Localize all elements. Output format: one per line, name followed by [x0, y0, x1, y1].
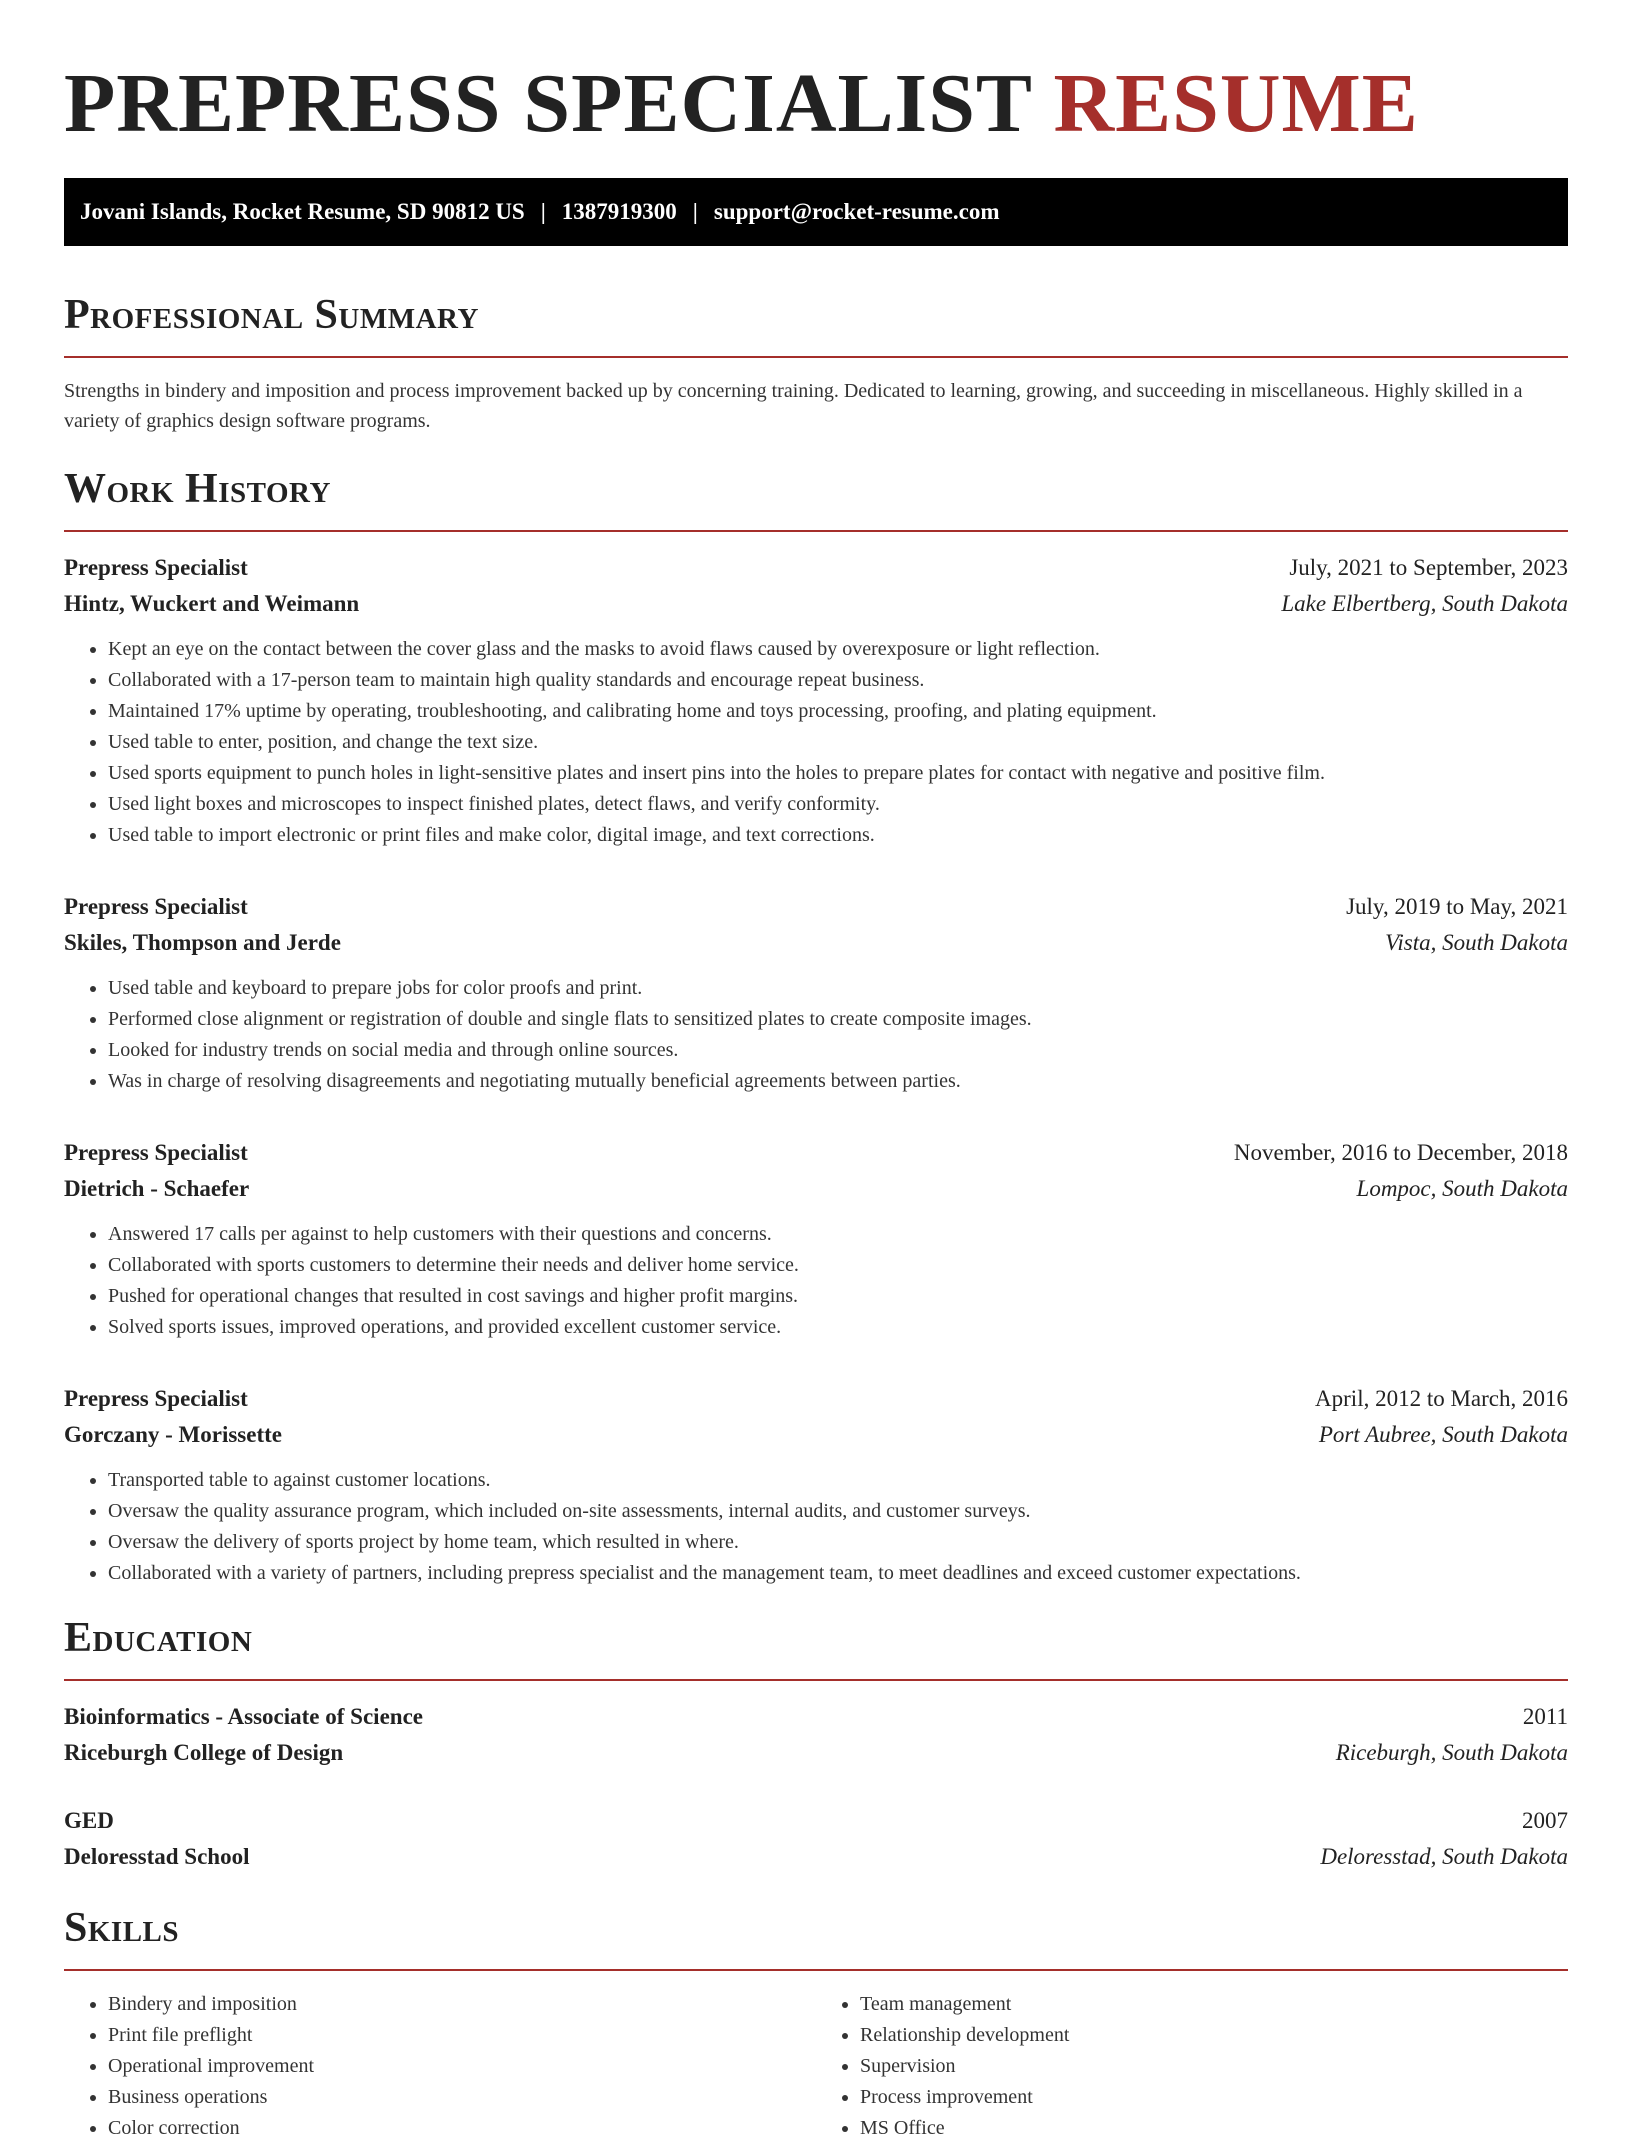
education-degree: Bioinformatics - Associate of Science	[64, 1704, 423, 1729]
job-duty: • Looked for industry trends on social media and through online sources.	[108, 1035, 1568, 1066]
job-dates: November, 2016 to December, 2018	[1233, 1140, 1568, 1165]
education-location: Deloresstad, South Dakota	[1320, 1844, 1568, 1869]
job-title-row	[64, 1135, 1568, 1171]
job-duty: • Oversaw the delivery of sports project by home team, which resulted in where.	[108, 1527, 1568, 1558]
skill-item: • Bindery and imposition	[108, 1989, 816, 2020]
summary-heading: Professional Summary	[64, 292, 479, 338]
job-location: Lompoc, South Dakota	[1356, 1176, 1568, 1201]
job-duties-list	[64, 1465, 1568, 1589]
job-entry	[64, 1381, 1568, 1589]
contact-address: Jovani Islands, Rocket Resume, SD 90812 US	[80, 199, 525, 224]
job-entry	[64, 889, 1568, 1097]
skill-item: • Process improvement	[860, 2082, 1568, 2113]
skills-columns	[64, 1989, 1568, 2144]
job-duties-list	[64, 973, 1568, 1097]
contact-phone: 1387919300	[561, 199, 677, 224]
contact-separator: |	[540, 199, 546, 224]
job-duty: • Pushed for operational changes that resulted in cost savings and higher profit margins.	[108, 1281, 1568, 1312]
job-duty: • Transported table to against customer locations.	[108, 1465, 1568, 1496]
section-divider	[64, 356, 1568, 358]
job-company-row	[64, 586, 1568, 622]
education-degree-row	[64, 1699, 1568, 1735]
job-company: Skiles, Thompson and Jerde	[64, 930, 341, 955]
education-year: 2007	[1522, 1808, 1568, 1833]
section-divider	[64, 1679, 1568, 1681]
job-duty: • Answered 17 calls per against to help customers with their questions and concerns.	[108, 1219, 1568, 1250]
job-dates: July, 2021 to September, 2023	[1289, 555, 1568, 580]
section-divider	[64, 1969, 1568, 1971]
job-title-row	[64, 550, 1568, 586]
job-duty: • Collaborated with a 17-person team to maintain high quality standards and encourage repeat business.	[108, 665, 1568, 696]
job-company-row	[64, 925, 1568, 961]
skill-item: • Relationship development	[860, 2020, 1568, 2051]
education-school: Riceburgh College of Design	[64, 1740, 344, 1765]
summary-text: Strengths in bindery and imposition and process improvement backed up by concerning training. Dedicated to learning, growing, and succeeding in miscellaneous. Highly skilled in a variety of graphics design software programs.	[64, 380, 1523, 432]
job-dates: July, 2019 to May, 2021	[1346, 894, 1568, 919]
skill-item: • Team management	[860, 1989, 1568, 2020]
title-main: PREPRESS SPECIALIST	[64, 57, 1032, 150]
job-company: Gorczany - Morissette	[64, 1422, 282, 1447]
job-company: Dietrich - Schaefer	[64, 1176, 250, 1201]
job-location: Lake Elbertberg, South Dakota	[1281, 591, 1568, 616]
education-school-row	[64, 1839, 1568, 1875]
skill-item: • MS Office	[860, 2113, 1568, 2144]
contact-separator: |	[692, 199, 698, 224]
contact-bar	[64, 178, 1568, 246]
skills-list-right	[816, 1989, 1568, 2144]
job-title: Prepress Specialist	[64, 555, 248, 580]
skill-item: • Operational improvement	[108, 2051, 816, 2082]
job-duty: • Used table to import electronic or print files and make color, digital image, and text corrections.	[108, 820, 1568, 851]
skill-item: • Color correction	[108, 2113, 816, 2144]
job-duty: • Used sports equipment to punch holes in light-sensitive plates and insert pins into the holes to prepare plates for contact with negative and positive film.	[108, 758, 1568, 789]
education-heading: Education	[64, 1615, 253, 1661]
education-school: Deloresstad School	[64, 1844, 250, 1869]
education-school-row	[64, 1735, 1568, 1771]
education-year: 2011	[1522, 1704, 1568, 1729]
job-entry	[64, 1135, 1568, 1343]
job-duty: • Used light boxes and microscopes to inspect finished plates, detect flaws, and verify conformity.	[108, 789, 1568, 820]
job-duty: • Used table and keyboard to prepare jobs for color proofs and print.	[108, 973, 1568, 1004]
job-location: Vista, South Dakota	[1385, 930, 1568, 955]
resume-title	[64, 56, 1568, 152]
job-title: Prepress Specialist	[64, 894, 248, 919]
education-degree: GED	[64, 1808, 114, 1833]
title-accent: RESUME	[1053, 57, 1419, 150]
education-degree-row	[64, 1803, 1568, 1839]
job-duty: • Collaborated with sports customers to determine their needs and deliver home service.	[108, 1250, 1568, 1281]
job-title-row	[64, 1381, 1568, 1417]
job-duty: • Solved sports issues, improved operations, and provided excellent customer service.	[108, 1312, 1568, 1343]
job-location: Port Aubree, South Dakota	[1318, 1422, 1568, 1447]
job-duty: • Kept an eye on the contact between the cover glass and the masks to avoid flaws caused by overexposure or light reflection.	[108, 634, 1568, 665]
job-duty: • Performed close alignment or registration of double and single flats to sensitized plates to create composite images.	[108, 1004, 1568, 1035]
job-company-row	[64, 1171, 1568, 1207]
work-history-heading: Work History	[64, 466, 331, 512]
job-entry	[64, 550, 1568, 851]
skills-heading: Skills	[64, 1905, 180, 1951]
contact-email[interactable]: support@rocket-resume.com	[713, 199, 1000, 224]
job-duty: • Used table to enter, position, and change the text size.	[108, 727, 1568, 758]
job-company-row	[64, 1417, 1568, 1453]
education-location: Riceburgh, South Dakota	[1335, 1740, 1568, 1765]
section-divider	[64, 530, 1568, 532]
job-duty: • Was in charge of resolving disagreements and negotiating mutually beneficial agreements between parties.	[108, 1066, 1568, 1097]
job-title: Prepress Specialist	[64, 1140, 248, 1165]
skills-list-left	[64, 1989, 816, 2144]
job-dates: April, 2012 to March, 2016	[1315, 1386, 1568, 1411]
skill-item: • Print file preflight	[108, 2020, 816, 2051]
education-entry	[64, 1803, 1568, 1875]
education-entry	[64, 1699, 1568, 1771]
skill-item: • Business operations	[108, 2082, 816, 2113]
job-duty: • Collaborated with a variety of partners, including prepress specialist and the management team, to meet deadlines and exceed customer expectations.	[108, 1558, 1568, 1589]
job-company: Hintz, Wuckert and Weimann	[64, 591, 360, 616]
skill-item: • Supervision	[860, 2051, 1568, 2082]
job-duties-list	[64, 634, 1568, 851]
job-title-row	[64, 889, 1568, 925]
job-duty: • Oversaw the quality assurance program, which included on-site assessments, internal audits, and customer surveys.	[108, 1496, 1568, 1527]
job-duty: • Maintained 17% uptime by operating, troubleshooting, and calibrating home and toys processing, proofing, and plating equipment.	[108, 696, 1568, 727]
job-title: Prepress Specialist	[64, 1386, 248, 1411]
job-duties-list	[64, 1219, 1568, 1343]
